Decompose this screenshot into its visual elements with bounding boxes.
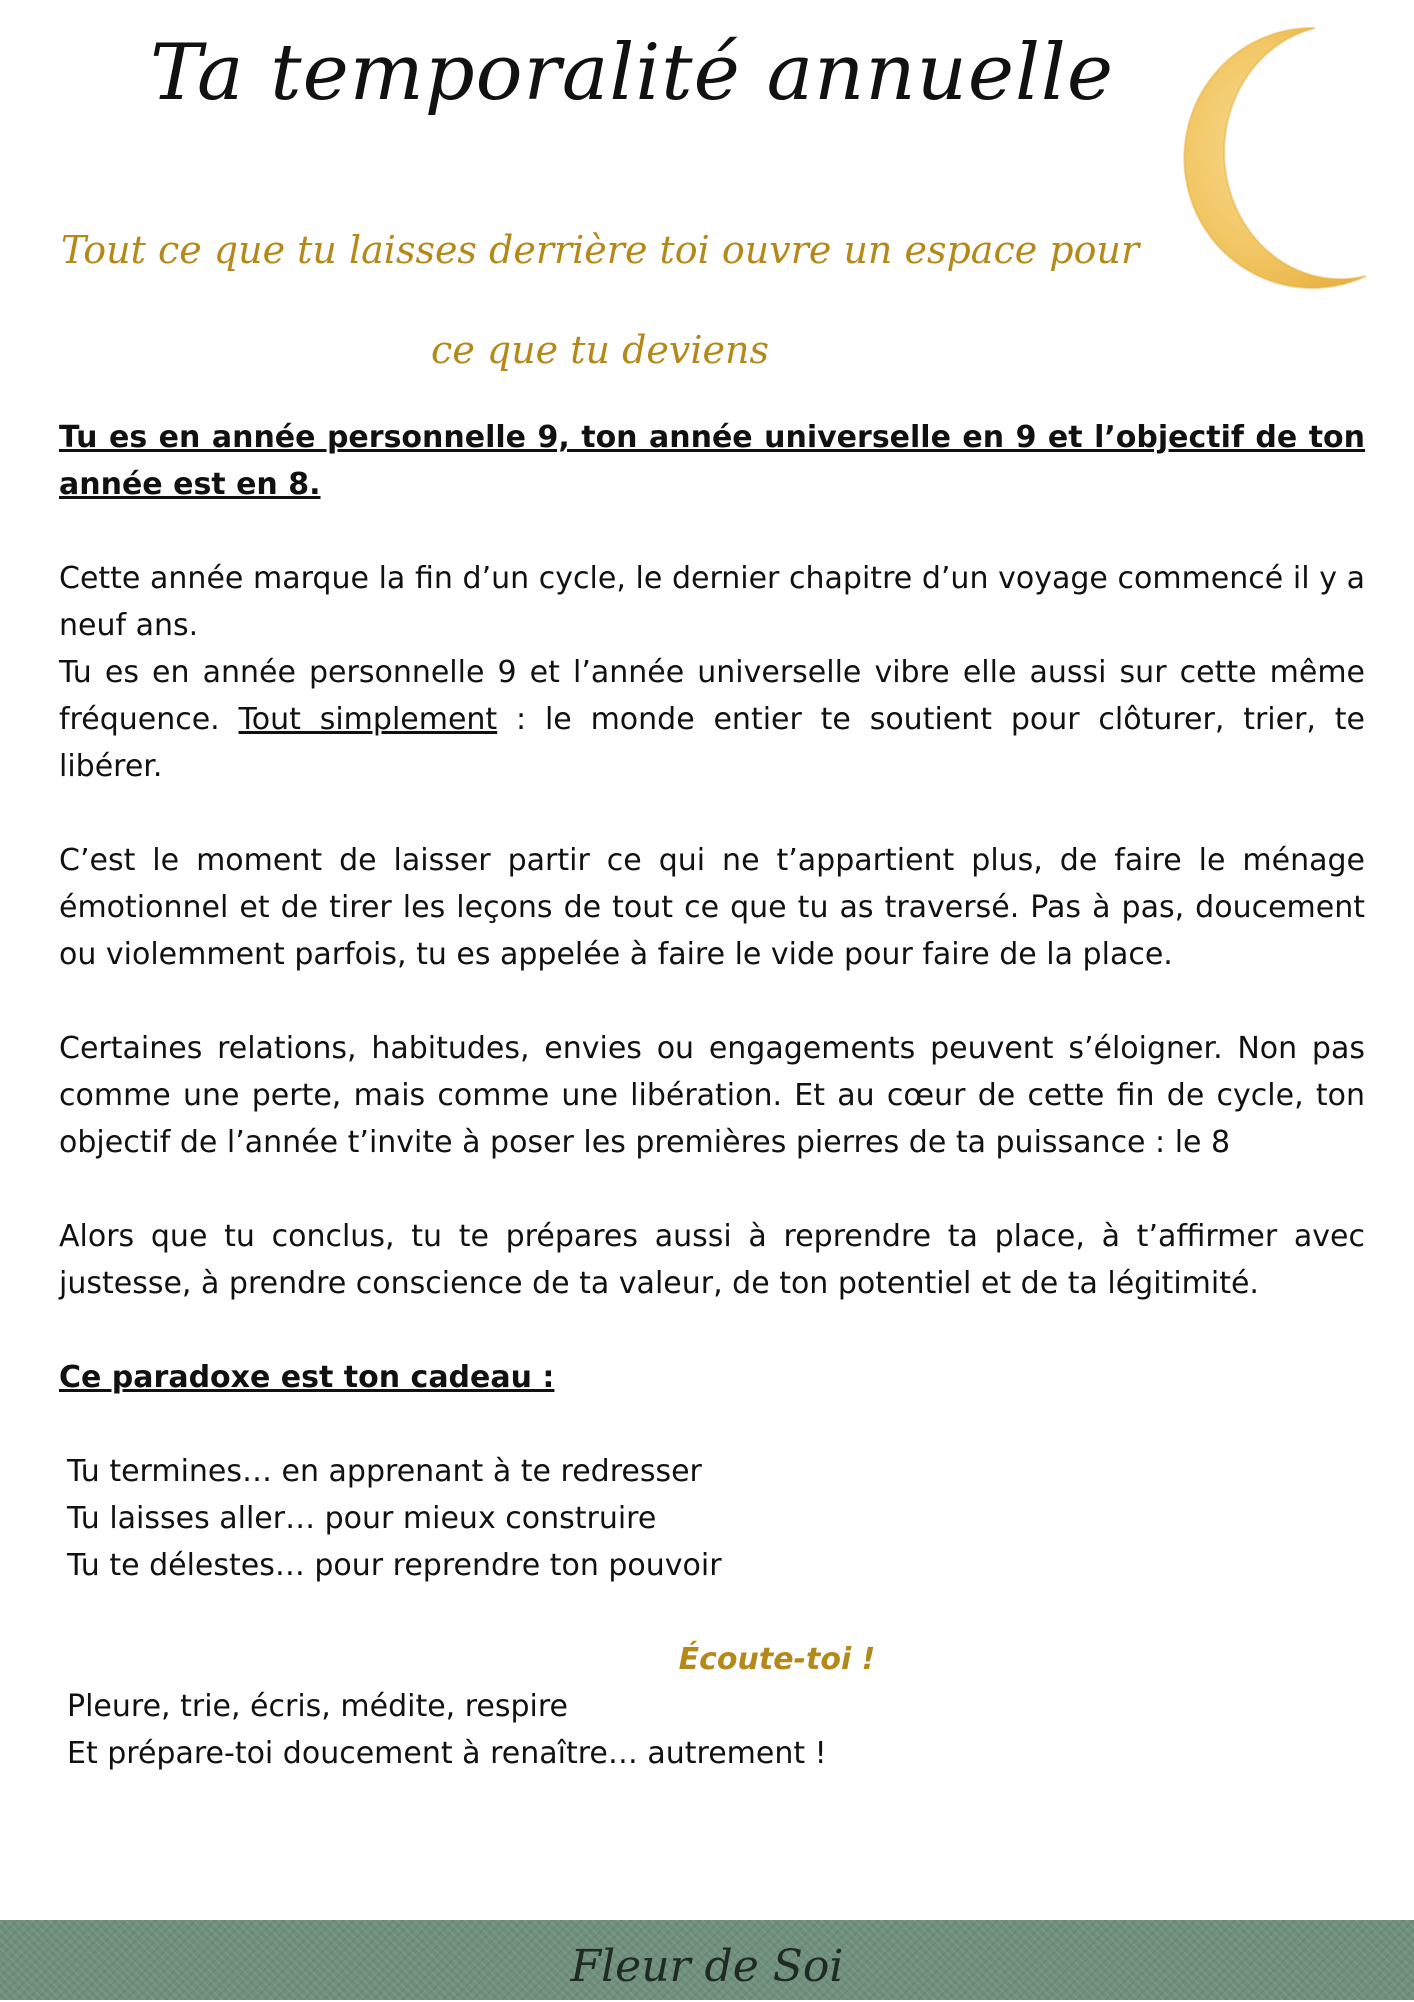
paragraph-frequency xyxy=(59,649,1365,790)
list-item: Et prépare-toi doucement à renaître… autrement ! xyxy=(67,1736,827,1771)
closing-list xyxy=(59,1683,1365,1777)
paragraph-affirmation: Alors que tu conclus, tu te prépares aussi à reprendre ta place, à t’affirmer avec justesse, à prendre conscience de ta valeur, de ton potentiel et de ta légitimité. xyxy=(59,1219,1365,1301)
accent-callout: Écoute-toi ! xyxy=(678,1642,876,1677)
frequency-text-end: : le monde entier te soutient pour clôturer, trier, te libérer. xyxy=(59,702,1366,784)
section-heading: Tu es en année personnelle 9, ton année universelle en 9 et l’objectif de ton année est en 8. xyxy=(59,420,1365,502)
crescent-moon-icon xyxy=(1160,14,1370,299)
paragraph-liberation: Certaines relations, habitudes, envies ou engagements peuvent s’éloigner. Non pas comme une perte, mais comme une libération. Et au cœur de cette fin de cycle, ton objectif de l’année t’invite à poser les premières pierres de ta puissance : le 8 xyxy=(59,1031,1365,1160)
frequency-text-start: Tu es en année personnelle 9 et l’année universelle vibre elle aussi sur cette même fréquence. xyxy=(59,655,1365,737)
page-title: Ta temporalité annuelle xyxy=(150,28,1115,118)
list-item: Tu termines… en apprenant à te redresser xyxy=(67,1454,702,1489)
paragraph-cycle: Cette année marque la fin d’un cycle, le dernier chapitre d’un voyage commencé il y a neuf ans. xyxy=(59,561,1365,643)
footer-brand: Fleur de Soi xyxy=(570,1941,844,1992)
gift-list xyxy=(59,1448,1365,1589)
gift-heading: Ce paradoxe est ton cadeau : xyxy=(59,1360,555,1395)
paragraph-letting-go: C’est le moment de laisser partir ce qui ne t’appartient plus, de faire le ménage émotionnel et de tirer les leçons de tout ce que tu as traversé. Pas à pas, doucement ou violemment parfois, tu es appelée à faire le vide pour faire de la place. xyxy=(59,843,1365,972)
main-content xyxy=(59,414,1365,1777)
list-item: Tu laisses aller… pour mieux construire xyxy=(67,1501,657,1536)
list-item: Tu te délestes… pour reprendre ton pouvoir xyxy=(67,1548,722,1583)
list-item: Pleure, trie, écris, médite, respire xyxy=(67,1689,569,1724)
subtitle-quote: Tout ce que tu laisses derrière toi ouvre un espace pour ce que tu deviens xyxy=(60,228,1140,372)
emphasis-text: Tout simplement xyxy=(238,702,498,737)
